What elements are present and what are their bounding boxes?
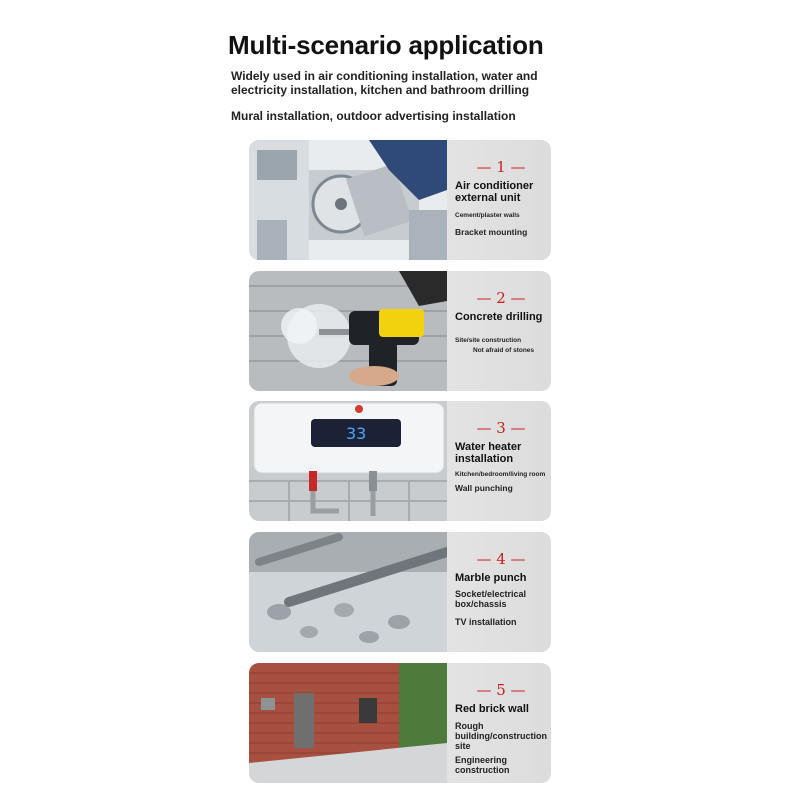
scenario-number: — 1 — (476, 158, 526, 176)
intro-line-1: Widely used in air conditioning installation, water and electricity installation, kitchen and bathroom drilling (231, 69, 538, 97)
scenario-detail: TV installation (455, 617, 517, 627)
water-heater-photo (249, 401, 447, 521)
scenario-card-3 (249, 401, 551, 521)
scenario-detail: Cement/plaster walls (455, 212, 520, 219)
scenario-card-5 (249, 663, 551, 783)
scenario-detail: Socket/electrical box/chassis (455, 589, 527, 609)
intro-line-2: Mural installation, outdoor advertising installation (231, 109, 516, 123)
scenario-heading: Water heater installation (455, 441, 522, 465)
scenario-detail: Rough building/construction site (455, 721, 547, 751)
scenario-number: — 5 — (476, 681, 526, 699)
scenario-heading: Concrete drilling (455, 311, 543, 323)
scenario-detail: Kitchen/bedroom/living room (455, 471, 546, 478)
scenario-card-4 (249, 532, 551, 652)
scenario-heading: Red brick wall (455, 703, 529, 715)
scenario-card-2 (249, 271, 551, 391)
air-conditioner-photo (249, 140, 447, 260)
svg-text:33: 33 (346, 424, 367, 443)
scenario-card-1 (249, 140, 551, 260)
scenario-detail: Bracket mounting (455, 227, 528, 237)
marble-punch-photo (249, 532, 447, 652)
scenario-detail: Wall punching (455, 483, 513, 493)
scenario-detail: Not afraid of stones (473, 347, 535, 354)
scenario-heading: Air conditioner external unit (455, 180, 534, 204)
scenario-number: — 3 — (476, 419, 526, 437)
scenario-number: — 4 — (476, 550, 526, 568)
scenario-heading: Marble punch (455, 572, 527, 584)
red-brick-wall-photo (249, 663, 447, 783)
page-title: Multi-scenario application (228, 30, 544, 60)
scenario-number: — 2 — (476, 289, 526, 307)
scenario-detail: Engineering construction (455, 755, 510, 775)
scenario-detail: Site/site construction (455, 337, 522, 344)
concrete-drilling-photo (249, 271, 447, 391)
